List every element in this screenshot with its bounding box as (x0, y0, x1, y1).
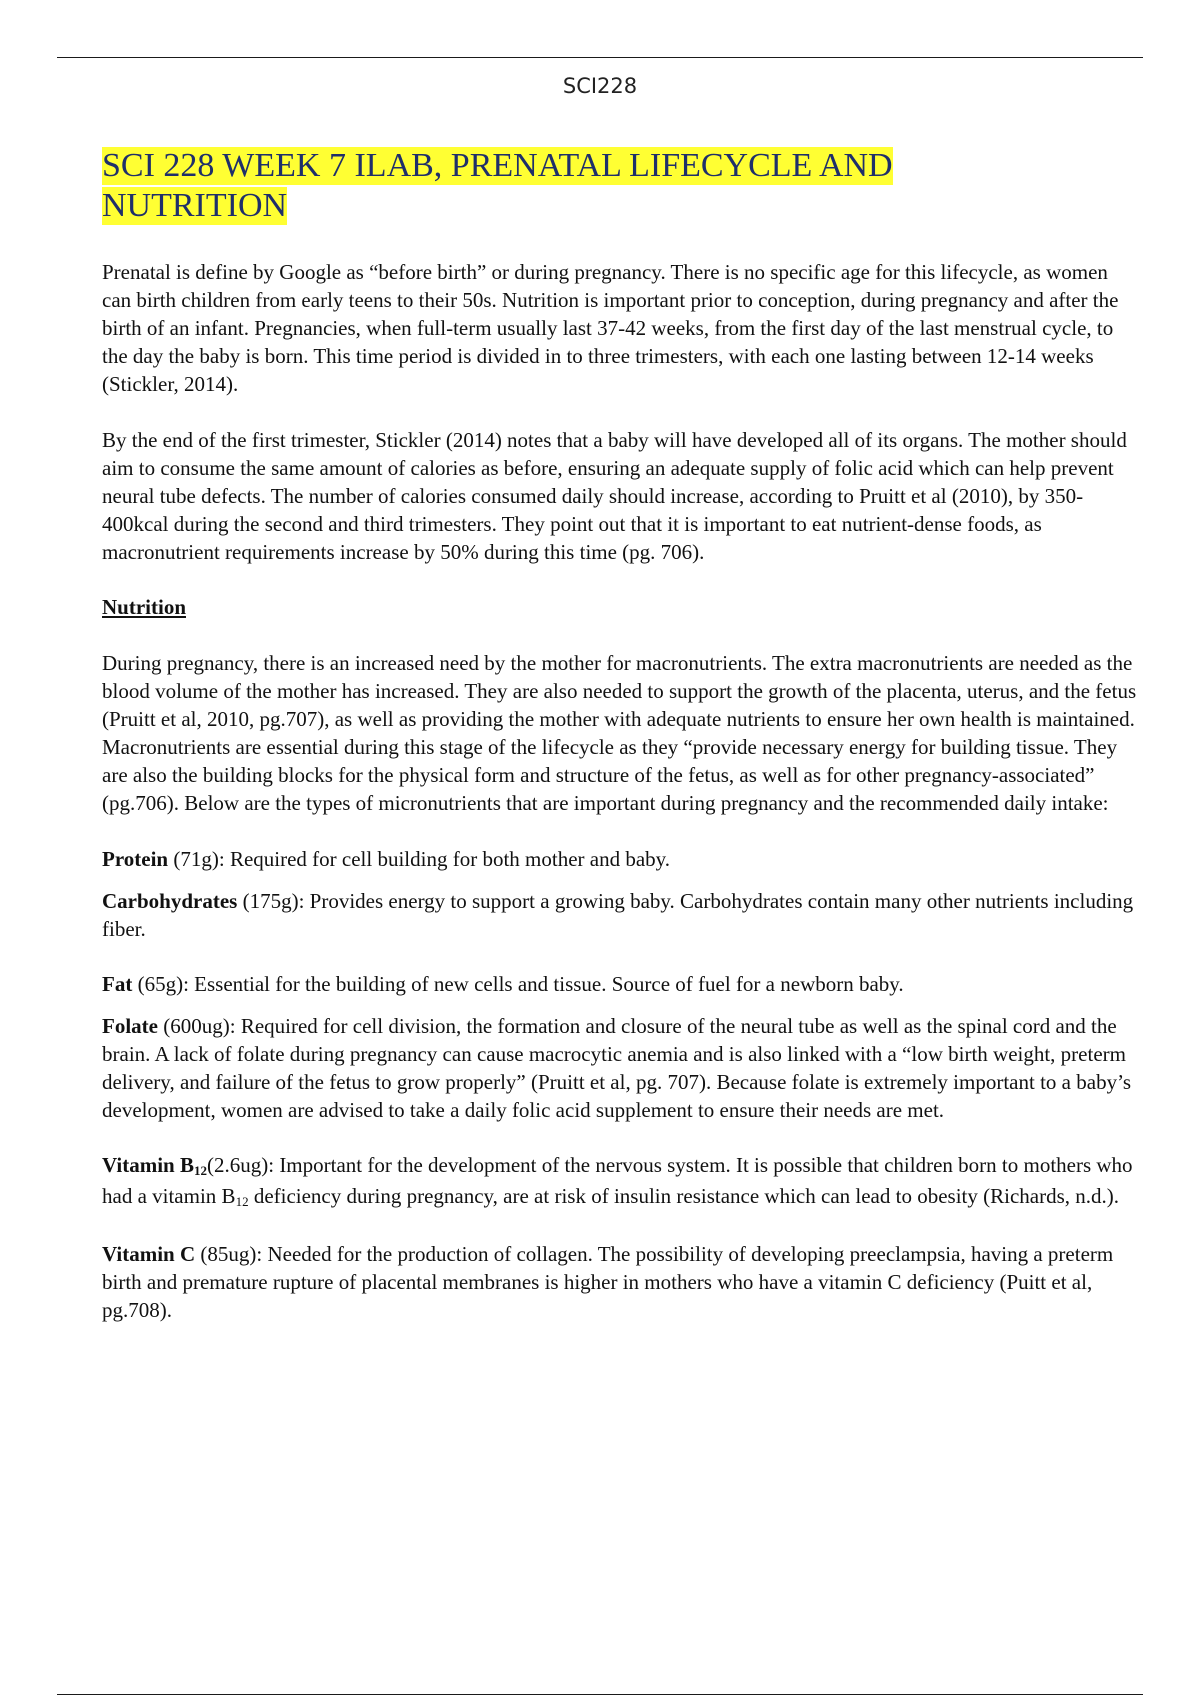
title-line-2: NUTRITION (102, 187, 288, 224)
nutrient-protein (102, 845, 1142, 873)
nutrient-amount: (71g): (168, 847, 225, 871)
footer-divider (57, 1694, 1143, 1695)
nutrient-description: Provides energy to support a growing baby. Carbohydrates contain many other nutrients including fiber. (102, 889, 1134, 941)
nutrient-name: Vitamin C (102, 1242, 196, 1266)
nutrient-name: Carbohydrates (102, 889, 238, 913)
nutrition-paragraph: During pregnancy, there is an increased need by the mother for macronutrients. The extra macronutrients are needed as the blood volume of the mother has increased. They are also needed to support the growth of the placenta, uterus, and the fetus (Pruitt et al, 2010, pg.707), as well as providing the mother with adequate nutrients to ensure her own health is maintained. Macronutrients are essential during this stage of the lifecycle as they “provide necessary energy for building tissue. They are also the building blocks for the physical form and structure of the fetus, as well as for other pregnancy-associated” (pg.706). Below are the types of micronutrients that are important during pregnancy and the recommended daily intake: (102, 651, 1137, 815)
page-header: SCI228 (562, 74, 638, 98)
nutrient-vitamin-c (102, 1240, 1142, 1324)
nutrient-amount: (2.6ug): (206, 1153, 275, 1177)
nutrient-carbohydrates (102, 887, 1142, 943)
nutrient-amount: (65g): (132, 972, 189, 996)
nutrient-name (102, 1153, 207, 1177)
nutrient-name: Protein (102, 847, 169, 871)
nutrient-description: Needed for the production of collagen. The possibility of developing preeclampsia, having a preterm birth and premature rupture of placental membranes is higher in mothers who have a vitamin C deficiency (Puitt et al, pg.708). (102, 1242, 1114, 1322)
header-divider (57, 57, 1143, 58)
nutrient-amount: (85ug): (195, 1242, 263, 1266)
nutrient-name: Fat (102, 972, 133, 996)
trimester-paragraph: By the end of the first trimester, Stickler (2014) notes that a baby will have developed all of its organs. The mother should aim to consume the same amount of calories as before, ensuring an adequate supply of folic acid which can help prevent neural tube defects. The number of calories consumed daily should increase, according to Pruitt et al (2010), by 350-400kcal during the second and third trimesters. They point out that it is important to eat nutrient-dense foods, as macronutrient requirements increase by 50% during this time (pg. 706). (102, 428, 1127, 564)
nutrient-fat (102, 970, 1142, 998)
nutrient-description: Essential for the building of new cells and tissue. Source of fuel for a newborn baby. (188, 972, 904, 996)
nutrient-vitamin-b12 (102, 1151, 1142, 1213)
nutrient-description-subscript: 12 (235, 1194, 249, 1209)
title-line-1: SCI 228 WEEK 7 ILAB, PRENATAL LIFECYCLE AND (102, 147, 893, 184)
section-heading-nutrition: Nutrition (102, 595, 186, 619)
intro-paragraph: Prenatal is define by Google as “before birth” or during pregnancy. There is no specific age for this lifecycle, as women can birth children from early teens to their 50s. Nutrition is important prior to conception, during pregnancy and after the birth of an infant. Pregnancies, when full-term usually last 37-42 weeks, from the first day of the last menstrual cycle, to the day the baby is born. This time period is divided in to three trimesters, with each one lasting between 12-14 weeks (Stickler, 2014). (102, 260, 1119, 396)
nutrient-folate (102, 1012, 1142, 1124)
nutrient-amount: (600ug): (157, 1014, 236, 1038)
nutrient-amount: (175g): (237, 889, 305, 913)
nutrient-name-subscript: 12 (193, 1163, 207, 1178)
document-body (102, 146, 1142, 1324)
nutrient-name: Folate (102, 1014, 158, 1038)
nutrient-description: Required for cell division, the formation and closure of the neural tube as well as the spinal cord and the brain. A lack of folate during pregnancy can cause macrocytic anemia and is also linked with a “low birth weight, preterm delivery, and failure of the fetus to grow properly” (Pruitt et al, pg. 707). Because folate is extremely important to a baby’s development, women are advised to take a daily folic acid supplement to ensure their needs are met. (102, 1014, 1132, 1122)
nutrient-description: Important for the development of the nervous system. It is possible that children born to mothers who had a vitamin B (102, 1153, 1133, 1208)
nutrient-name-text: Vitamin B (102, 1153, 194, 1177)
document-title (102, 146, 1142, 226)
nutrient-description: Required for cell building for both mother and baby. (224, 847, 671, 871)
nutrient-description-cont: deficiency during pregnancy, are at risk of insulin resistance which can lead to obesity (Richards, n.d.). (248, 1184, 1119, 1208)
